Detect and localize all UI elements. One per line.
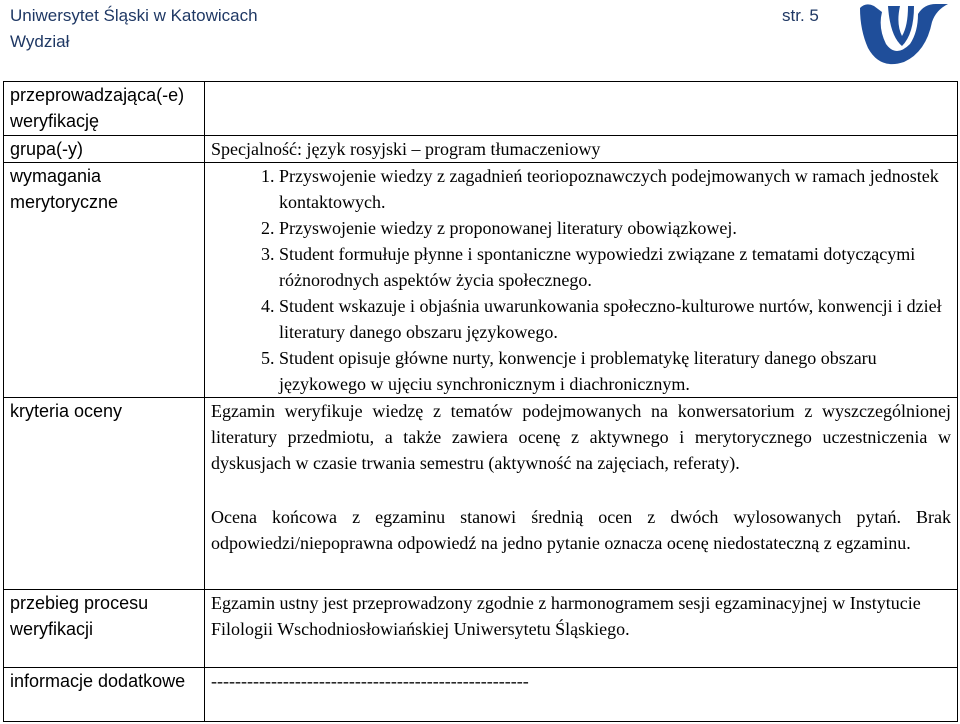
specialty-text: Specjalność: język rosyjski – program tłumaczeniowy	[211, 139, 601, 159]
requirements-label: wymagania merytoryczne	[4, 163, 205, 398]
criteria-paragraph-1: Egzamin weryfikuje wiedzę z tematów podejmowanych na konwersatorium z wyszczególnionej literatury przedmiotu, a także zawiera ocenę z aktywnego i merytorycznego uczestniczenia w dyskusjach w czasie trwania semestru (aktywność na zajęciach, referaty).	[211, 401, 951, 473]
university-logo-icon	[852, 0, 952, 70]
verifier-value	[205, 82, 958, 136]
additional-cell	[205, 668, 958, 722]
learning-outcomes-list	[211, 163, 951, 397]
page-header	[0, 0, 960, 70]
logo-shape-inner	[888, 6, 914, 46]
page-number: str. 5	[782, 6, 819, 25]
table-row-verifier	[4, 82, 958, 136]
department-name: Wydział	[10, 32, 70, 51]
paragraph-gap	[211, 476, 951, 504]
list-item: 5. Student opisuje główne nurty, konwencje i problematykę literatury danego obszaru językowego w ujęciu synchronicznym i diachronicznym.	[279, 345, 951, 397]
specialty-cell	[205, 136, 958, 163]
list-item: 3. Student formułuje płynne i spontaniczne wypowiedzi związane z tematami dotyczącymi różnorodnych aspektów życia społecznego.	[279, 241, 951, 293]
table-row-requirements	[4, 163, 958, 398]
verifier-label: przeprowadzająca(-e) weryfikację	[4, 82, 205, 136]
additional-label: informacje dodatkowe	[4, 668, 205, 722]
verification-table	[3, 81, 958, 722]
additional-text: -----------------------------------------------------	[211, 671, 529, 691]
process-label: przebieg procesu weryfikacji	[4, 590, 205, 668]
criteria-label: kryteria oceny	[4, 398, 205, 590]
requirements-cell	[205, 163, 958, 398]
list-item: 2. Przyswojenie wiedzy z proponowanej literatury obowiązkowej.	[279, 215, 951, 241]
criteria-paragraph-2: Ocena końcowa z egzaminu stanowi średnią ocen z dwóch wylosowanych pytań. Brak odpowiedzi/niepoprawna odpowiedź na jedno pytanie oznacza ocenę niedostateczną z egzaminu.	[211, 507, 951, 553]
criteria-cell	[205, 398, 958, 590]
list-item: 1. Przyswojenie wiedzy z zagadnień teoriopoznawczych podejmowanych w ramach jednostek kontaktowych.	[279, 163, 951, 215]
university-name: Uniwersytet Śląski w Katowicach	[10, 6, 258, 25]
group-label: grupa(-y)	[4, 136, 205, 163]
table-row-process	[4, 590, 958, 668]
process-cell	[205, 590, 958, 668]
table-row-additional	[4, 668, 958, 722]
table-row-criteria	[4, 398, 958, 590]
process-text: Egzamin ustny jest przeprowadzony zgodnie z harmonogramem sesji egzaminacyjnej w Instytucie Filologii Wschodniosłowiańskiej Uniwersytetu Śląskiego.	[211, 593, 921, 639]
table-row-group	[4, 136, 958, 163]
list-item: 4. Student wskazuje i objaśnia uwarunkowania społeczno-kulturowe nurtów, konwencji i dzieł literatury danego obszaru językowego.	[279, 293, 951, 345]
